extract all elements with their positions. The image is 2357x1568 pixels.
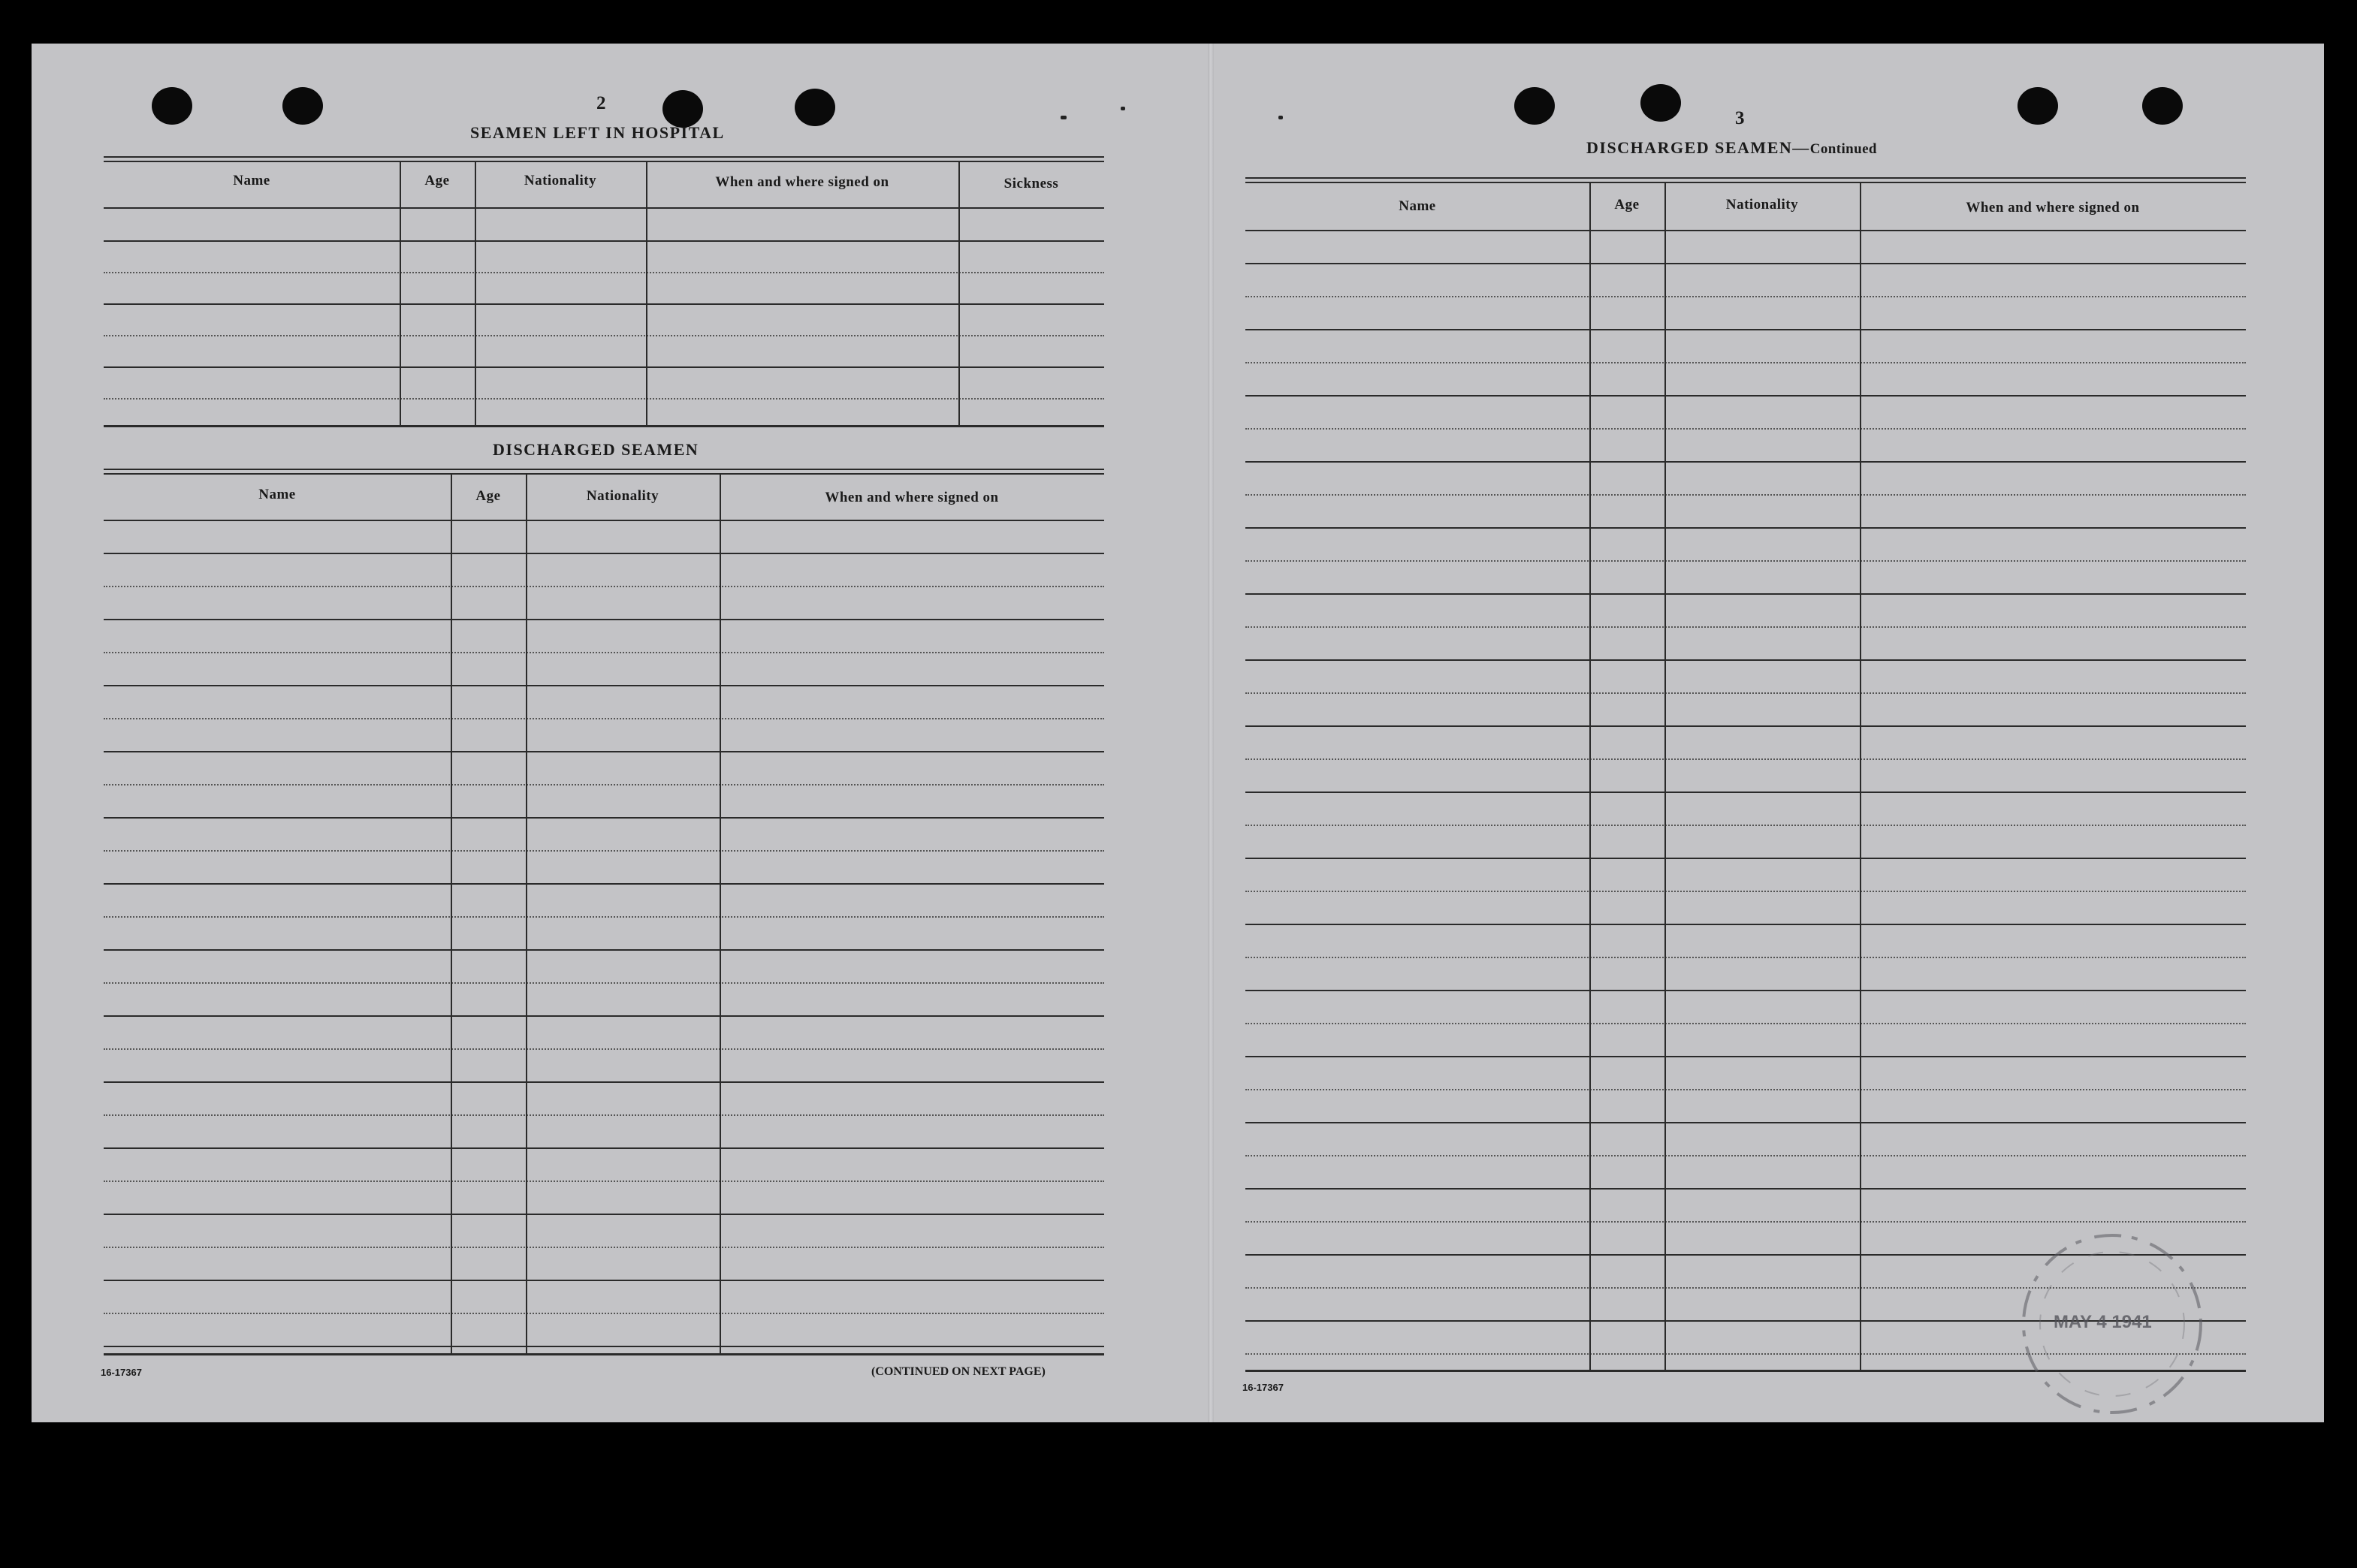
right-row-line bbox=[1245, 494, 2246, 496]
hospital-row-line bbox=[104, 398, 1104, 400]
hospital-row-line bbox=[104, 303, 1104, 305]
left-form-number: 16-17367 bbox=[101, 1367, 142, 1378]
discharged-row-line bbox=[104, 850, 1104, 852]
right-row-line bbox=[1245, 263, 2246, 264]
discharged-row-line bbox=[104, 1015, 1104, 1017]
right-row-line bbox=[1245, 1056, 2246, 1057]
right-row-line bbox=[1245, 758, 2246, 760]
right-col-divider bbox=[1589, 183, 1591, 1370]
discharged-section-title: DISCHARGED SEAMEN bbox=[493, 440, 699, 459]
right-col-signed-on: When and where signed on bbox=[1966, 200, 2140, 216]
right-top-rule bbox=[1245, 177, 2246, 183]
discharged-row-line bbox=[104, 751, 1104, 752]
right-row-line bbox=[1245, 725, 2246, 727]
discharged-row-line bbox=[104, 652, 1104, 653]
hospital-col-divider bbox=[475, 161, 476, 425]
discharged-row-line bbox=[104, 1181, 1104, 1182]
discharged-row-line bbox=[104, 718, 1104, 719]
hospital-col-age: Age bbox=[424, 173, 450, 188]
right-col-age: Age bbox=[1614, 197, 1640, 213]
stamp-date: MAY 4 1941 bbox=[2054, 1312, 2152, 1332]
discharged-row-line bbox=[104, 553, 1104, 554]
hospital-top-rule bbox=[104, 156, 1104, 162]
right-page-number: 3 bbox=[1735, 108, 1745, 128]
right-row-line bbox=[1245, 659, 2246, 661]
discharged-row-line bbox=[104, 619, 1104, 620]
hospital-row-line bbox=[104, 240, 1104, 242]
right-col-name: Name bbox=[1399, 198, 1436, 214]
discharged-col-nationality: Nationality bbox=[586, 488, 659, 504]
right-row-line bbox=[1245, 792, 2246, 793]
right-row-line bbox=[1245, 362, 2246, 363]
discharged-col-divider bbox=[526, 475, 527, 1353]
punch-hole bbox=[2142, 87, 2183, 125]
discharged-row-line bbox=[104, 1346, 1104, 1347]
page-fold bbox=[1208, 44, 1214, 1422]
right-col-divider bbox=[1860, 183, 1861, 1370]
punch-hole bbox=[795, 89, 835, 126]
right-title-continued: Continued bbox=[1809, 141, 1877, 157]
punch-hole bbox=[1514, 87, 1555, 125]
discharged-row-line bbox=[104, 883, 1104, 885]
right-row-line bbox=[1245, 527, 2246, 529]
right-row-line bbox=[1245, 1155, 2246, 1156]
discharged-row-line bbox=[104, 586, 1104, 587]
speck bbox=[1278, 116, 1283, 119]
discharged-row-line bbox=[104, 916, 1104, 918]
right-row-line bbox=[1245, 329, 2246, 330]
right-row-line bbox=[1245, 461, 2246, 463]
discharged-row-line bbox=[104, 1147, 1104, 1149]
discharged-col-divider bbox=[720, 475, 721, 1353]
hospital-bottom-rule bbox=[104, 425, 1104, 427]
hospital-row-line bbox=[104, 366, 1104, 368]
right-row-line bbox=[1245, 858, 2246, 859]
discharged-row-line bbox=[104, 982, 1104, 984]
discharged-row-line bbox=[104, 784, 1104, 786]
hospital-col-divider bbox=[958, 161, 960, 425]
punch-hole bbox=[2017, 87, 2058, 125]
right-row-line bbox=[1245, 957, 2246, 958]
hospital-col-divider bbox=[646, 161, 647, 425]
date-stamp bbox=[1984, 1215, 2240, 1433]
punch-hole bbox=[1640, 84, 1681, 122]
hospital-col-signed-on: When and where signed on bbox=[715, 174, 889, 190]
continued-note: (CONTINUED ON NEXT PAGE) bbox=[871, 1365, 1046, 1378]
hospital-row-line bbox=[104, 335, 1104, 336]
hospital-col-divider bbox=[400, 161, 401, 425]
right-col-nationality: Nationality bbox=[1725, 197, 1799, 213]
discharged-top-rule bbox=[104, 469, 1104, 475]
discharged-bottom-rule bbox=[104, 1353, 1104, 1355]
discharged-header-rule bbox=[104, 520, 1104, 521]
right-row-line bbox=[1245, 1122, 2246, 1123]
discharged-row-line bbox=[104, 685, 1104, 686]
punch-hole bbox=[662, 90, 703, 128]
right-row-line bbox=[1245, 395, 2246, 397]
punch-hole bbox=[282, 87, 323, 125]
discharged-col-age: Age bbox=[475, 488, 501, 504]
discharged-col-signed-on: When and where signed on bbox=[825, 490, 999, 505]
hospital-col-nationality: Nationality bbox=[524, 173, 597, 188]
speck bbox=[1121, 107, 1125, 110]
discharged-row-line bbox=[104, 1048, 1104, 1050]
discharged-row-line bbox=[104, 949, 1104, 951]
right-row-line bbox=[1245, 1188, 2246, 1190]
document-sheet bbox=[32, 44, 2324, 1422]
right-row-line bbox=[1245, 428, 2246, 430]
discharged-row-line bbox=[104, 1313, 1104, 1314]
discharged-row-line bbox=[104, 1247, 1104, 1248]
right-row-line bbox=[1245, 924, 2246, 925]
right-row-line bbox=[1245, 593, 2246, 595]
right-header-rule bbox=[1245, 230, 2246, 231]
right-row-line bbox=[1245, 1089, 2246, 1090]
right-row-line bbox=[1245, 626, 2246, 628]
punch-hole bbox=[152, 87, 192, 125]
right-title-main: DISCHARGED SEAMEN— bbox=[1586, 138, 1810, 157]
right-page-title bbox=[1586, 138, 1877, 158]
right-row-line bbox=[1245, 296, 2246, 297]
hospital-col-sickness: Sickness bbox=[1003, 176, 1059, 191]
discharged-col-name: Name bbox=[258, 487, 296, 502]
hospital-section-title: SEAMEN LEFT IN HOSPITAL bbox=[470, 123, 725, 142]
right-row-line bbox=[1245, 990, 2246, 991]
discharged-row-line bbox=[104, 817, 1104, 819]
discharged-row-line bbox=[104, 1114, 1104, 1116]
left-page-number: 2 bbox=[596, 93, 606, 113]
discharged-row-line bbox=[104, 1280, 1104, 1281]
right-row-line bbox=[1245, 891, 2246, 892]
speck bbox=[1061, 116, 1067, 119]
right-row-line bbox=[1245, 560, 2246, 562]
right-form-number: 16-17367 bbox=[1242, 1382, 1284, 1393]
right-col-divider bbox=[1664, 183, 1666, 1370]
right-row-line bbox=[1245, 825, 2246, 826]
hospital-row-line bbox=[104, 272, 1104, 273]
discharged-row-line bbox=[104, 1081, 1104, 1083]
right-row-line bbox=[1245, 692, 2246, 694]
discharged-row-line bbox=[104, 1214, 1104, 1215]
hospital-header-rule bbox=[104, 207, 1104, 209]
right-row-line bbox=[1245, 1023, 2246, 1024]
hospital-col-name: Name bbox=[233, 173, 270, 188]
discharged-col-divider bbox=[451, 475, 452, 1353]
